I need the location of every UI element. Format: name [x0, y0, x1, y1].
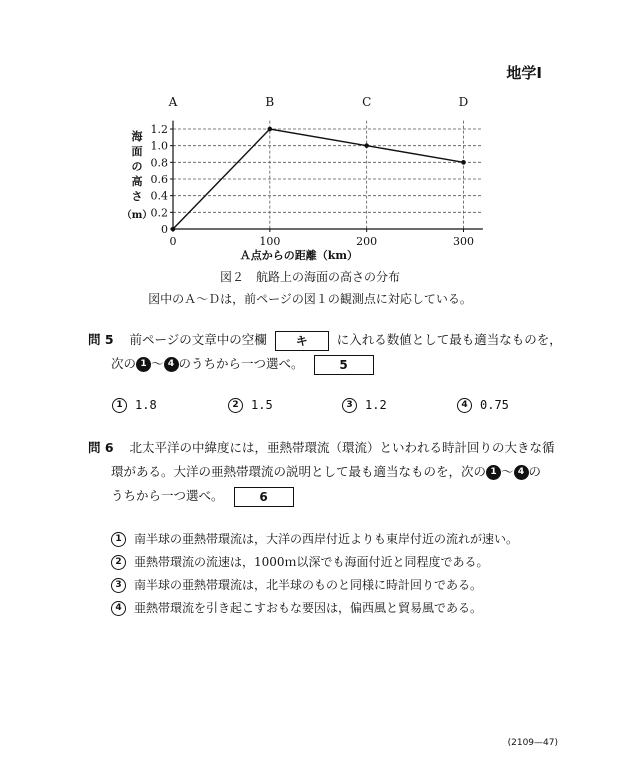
data-point-0 [171, 227, 176, 232]
q5-choice-4[interactable] [457, 398, 509, 413]
q6-option-1[interactable] [111, 530, 518, 547]
q5-choice-1[interactable] [112, 398, 157, 413]
choice-1-icon: 1 [112, 398, 127, 413]
q5-number: 問 5 [88, 332, 114, 347]
y-tick-label-6: 1.2 [150, 123, 168, 137]
choice-2-value: 1.5 [251, 398, 273, 412]
x-tick-label-3: 300 [452, 235, 474, 248]
choice-4-icon: 4 [457, 398, 472, 413]
q5-line-2 [111, 354, 374, 375]
y-axis-label-char-2: の [131, 160, 143, 173]
q5-tilde: ～ [151, 356, 164, 371]
q6-text-4: うちから一つ選べ。 [111, 488, 224, 503]
x-axis-label: Ａ点からの距離（km） [239, 249, 359, 262]
choice-4-value: 0.75 [480, 398, 509, 412]
y-axis-label-char-0: 海 [131, 130, 143, 143]
y-tick-label-4: 0.8 [150, 156, 168, 170]
point-label-B: B [265, 95, 275, 109]
q5-line-1 [88, 330, 562, 351]
y-tick-label-3: 0.6 [150, 173, 168, 187]
choice-3-value: 1.2 [365, 398, 387, 412]
y-axis-label-char-4: さ [131, 190, 143, 203]
choice-1-value: 1.8 [135, 398, 157, 412]
y-tick-label-1: 0.2 [150, 206, 168, 220]
q6-answer-box[interactable]: 6 [234, 487, 294, 507]
data-point-2 [364, 143, 369, 148]
q5-blank-box: キ [275, 331, 329, 351]
q6-tilde: ～ [501, 464, 514, 479]
q6-option-2[interactable] [111, 553, 489, 570]
q5-answer-box[interactable]: 5 [314, 355, 374, 375]
data-point-3 [461, 160, 466, 165]
point-label-C: C [362, 95, 372, 109]
x-tick-label-0: 0 [169, 235, 177, 248]
figure-note: 図中のＡ～Ｄは，前ページの図１の観測点に対応している。 [148, 292, 472, 306]
q6-line-1 [88, 438, 555, 458]
option-3-icon: 3 [111, 578, 126, 593]
x-tick-label-2: 200 [356, 235, 378, 248]
y-axis-label-char-3: 高 [131, 175, 143, 188]
q6-line-3 [111, 486, 294, 507]
y-axis-label-unit: （m） [121, 210, 153, 221]
figure-caption: 図２ 航路上の海面の高さの分布 [219, 270, 400, 284]
y-tick-label-0: 0 [161, 223, 168, 236]
option-3-text: 南半球の亜熱帯環流は，北半球のものと同様に時計回りである。 [134, 578, 483, 592]
y-tick-label-2: 0.4 [150, 189, 168, 203]
circled-1-icon: 1 [136, 357, 151, 372]
q6-text-1: 北太平洋の中緯度には，亜熱帯環流（環流）といわれる時計回りの大きな循 [129, 440, 555, 455]
point-label-D: D [458, 95, 469, 109]
point-label-A: A [168, 95, 178, 109]
q5-text-d: のうちから一つ選べ。 [178, 356, 304, 371]
q6-number: 問 6 [88, 440, 114, 455]
circled-1-icon: 1 [486, 465, 501, 480]
choice-3-icon: 3 [342, 398, 357, 413]
sea-level-chart [118, 92, 508, 262]
x-tick-label-1: 100 [259, 235, 281, 248]
option-2-icon: 2 [111, 555, 126, 570]
q5-text-a: 前ページの文章中の空欄 [129, 332, 267, 347]
page-number: (2109—47) [507, 738, 558, 748]
option-4-icon: 4 [111, 601, 126, 616]
y-axis-label-char-1: 面 [131, 145, 143, 158]
q6-text-2: 環がある。大洋の亜熱帯環流の説明として最も適当なものを，次の [111, 464, 487, 479]
subject-title: 地学Ⅰ [506, 64, 542, 82]
q5-text-c: 次の [111, 356, 137, 371]
option-1-icon: 1 [111, 532, 126, 547]
q6-option-3[interactable] [111, 576, 482, 593]
q6-text-3: の [528, 464, 542, 479]
circled-4-icon: 4 [514, 465, 529, 480]
q5-choice-3[interactable] [342, 398, 387, 413]
option-2-text: 亜熱帯環流の流速は，1000ｍ以深でも海面付近と同程度である。 [134, 555, 489, 569]
option-1-text: 南半球の亜熱帯環流は，大洋の西岸付近よりも東岸付近の流れが速い。 [134, 532, 519, 546]
q6-option-4[interactable] [111, 599, 482, 616]
data-point-1 [268, 127, 273, 132]
option-4-text: 亜熱帯環流を引き起こすおもな要因は，偏西風と貿易風である。 [134, 601, 483, 615]
q5-choice-2[interactable] [228, 398, 273, 413]
y-tick-label-5: 1.0 [150, 139, 168, 153]
choice-2-icon: 2 [228, 398, 243, 413]
circled-4-icon: 4 [164, 357, 179, 372]
q6-line-2 [111, 462, 541, 482]
q5-text-b: に入れる数値として最も適当なものを， [336, 332, 562, 347]
